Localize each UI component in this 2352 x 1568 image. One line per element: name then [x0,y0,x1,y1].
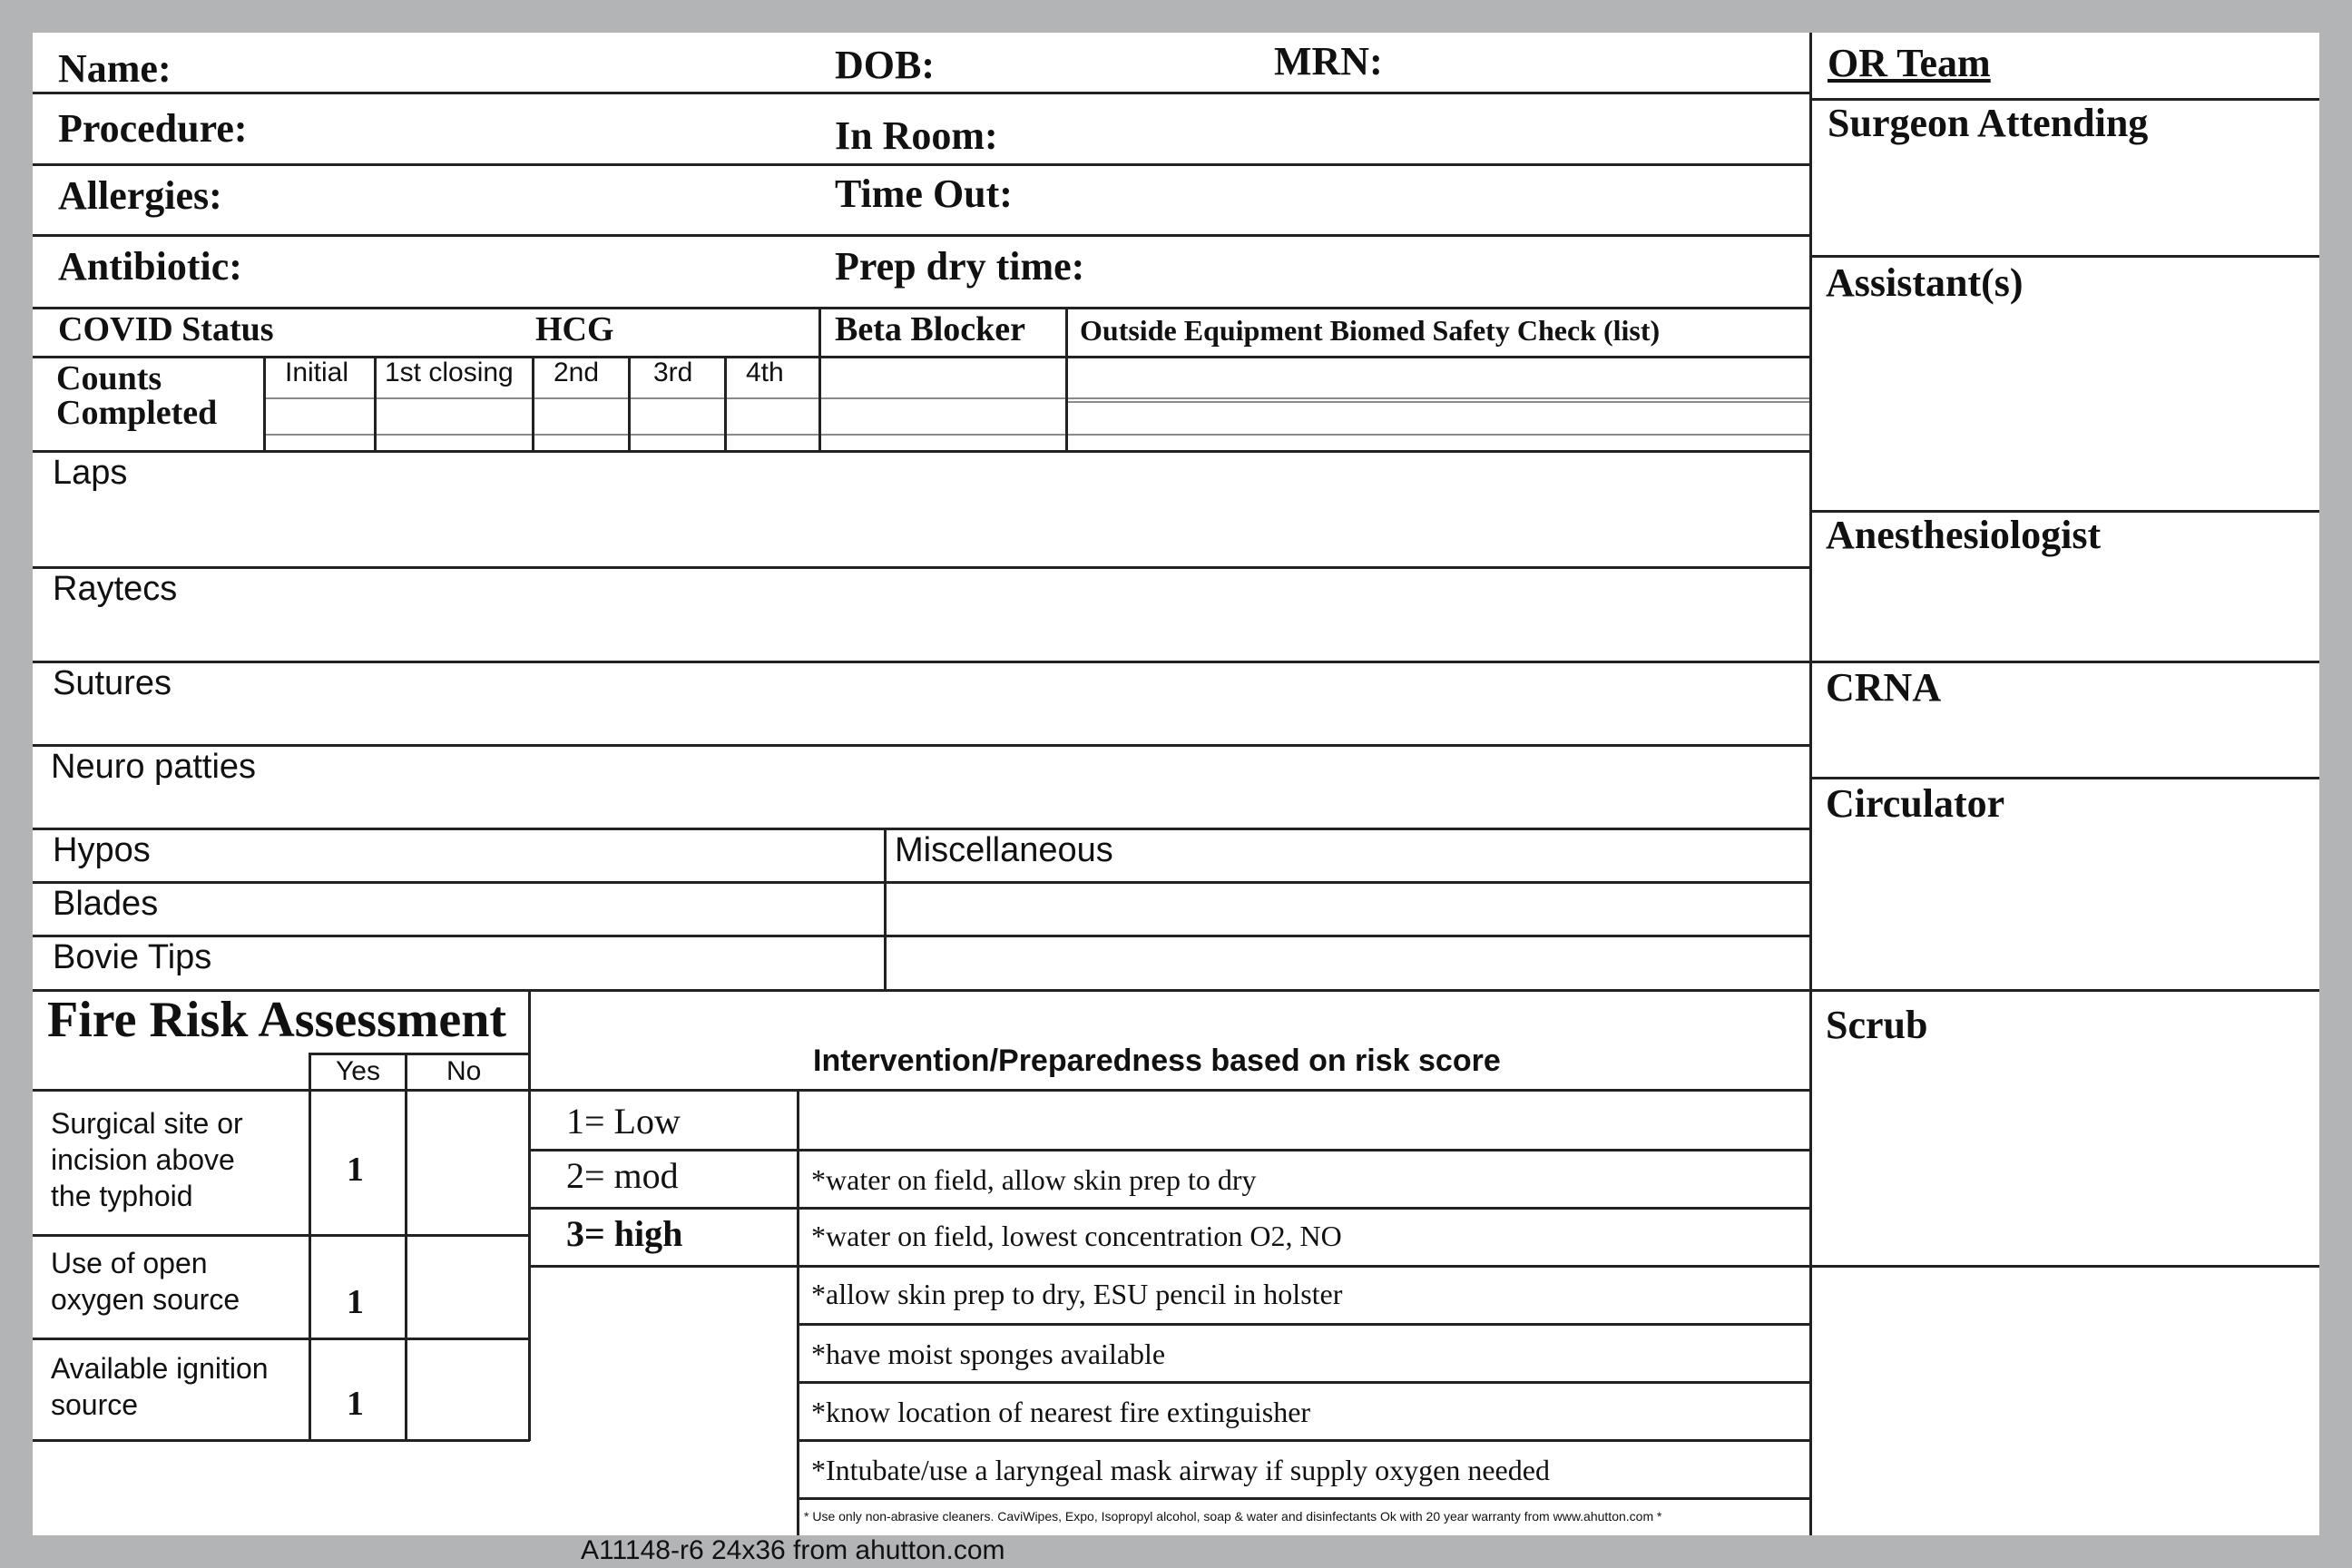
divider [1811,1265,2319,1268]
divider [33,744,1811,747]
outside-equipment-label: Outside Equipment Biomed Safety Check (list) [1080,314,1661,347]
role-crna: CRNA [1826,665,1942,710]
count-col-initial: Initial [285,358,349,387]
divider [530,1149,1811,1152]
miscellaneous-label: Miscellaneous [895,831,1113,869]
name-label: Name: [58,46,172,91]
role-surgeon-attending: Surgeon Attending [1828,101,2149,145]
divider [309,1053,530,1055]
risk-row-2-score: 1 [347,1283,364,1321]
divider [1811,777,2319,779]
hcg-label: HCG [535,310,614,348]
divider [263,434,1811,436]
divider [1067,401,1811,403]
intervention-item: *water on field, lowest concentration O2, NO [811,1220,1342,1252]
divider [797,1089,799,1535]
risk-row-2-line1: Use of open [51,1247,208,1279]
dob-label: DOB: [835,43,935,87]
completed-label: Completed [56,394,218,432]
divider [1811,255,2319,258]
intervention-item: *know location of nearest fire extinguisher [811,1396,1311,1428]
divider [530,1265,1811,1268]
divider [33,450,1811,453]
covid-status-label: COVID Status [58,310,274,348]
allergies-label: Allergies: [58,173,222,218]
in-room-label: In Room: [835,113,998,158]
risk-row-2-line2: oxygen source [51,1283,240,1316]
divider [818,307,821,450]
prep-dry-time-label: Prep dry time: [835,244,1085,289]
divider [1811,661,2319,663]
risk-row-3-line1: Available ignition [51,1352,269,1385]
procedure-label: Procedure: [58,106,248,151]
intervention-header: Intervention/Preparedness based on risk score [813,1044,1501,1078]
divider [309,1053,311,1441]
divider [884,828,887,989]
risk-row-1-line3: the typhoid [51,1180,193,1212]
divider [33,661,1811,663]
intervention-item: *have moist sponges available [811,1338,1166,1370]
risk-row-1-line2: incision above [51,1143,235,1176]
divider [374,356,377,450]
risk-row-3-score: 1 [347,1385,364,1423]
divider [33,1439,530,1442]
risk-row-1-line1: Surgical site or [51,1107,243,1140]
role-scrub: Scrub [1826,1003,1928,1047]
intervention-item: *water on field, allow skin prep to dry [811,1163,1257,1196]
divider [1811,989,2319,992]
yes-label: Yes [336,1056,380,1086]
intervention-item: *allow skin prep to dry, ESU pencil in holster [811,1278,1343,1310]
risk-level-mod: 2= mod [566,1155,679,1196]
count-col-3rd: 3rd [653,358,693,387]
cleaning-disclaimer: * Use only non-abrasive cleaners. CaviWipes, Expo, Isopropyl alcohol, soap & water and disinfectants Ok with 20 year warranty from www.ahutton.com * [804,1509,1662,1524]
bovie-tips-label: Bovie Tips [53,938,212,976]
risk-level-high: 3= high [566,1213,683,1254]
divider [405,1053,407,1441]
divider [33,234,1811,237]
beta-blocker-label: Beta Blocker [835,310,1026,348]
divider [1809,33,1812,1535]
fire-risk-title: Fire Risk Assessment [47,992,507,1048]
divider [799,1381,1811,1384]
divider [724,356,727,450]
divider [532,356,534,450]
laps-label: Laps [53,454,128,492]
neuro-patties-label: Neuro patties [51,748,257,786]
divider [528,989,531,1441]
divider [33,1234,530,1237]
mrn-label: MRN: [1274,39,1383,83]
time-out-label: Time Out: [835,172,1013,216]
footer-product-code: A11148-r6 24x36 from ahutton.com [581,1535,1005,1565]
count-col-4th: 4th [746,358,784,387]
divider [33,1338,530,1340]
role-circulator: Circulator [1826,781,2005,826]
intervention-item: *Intubate/use a laryngeal mask airway if supply oxygen needed [811,1454,1550,1486]
divider [33,828,1811,830]
blades-label: Blades [53,885,159,923]
divider [530,1207,1811,1210]
divider [33,163,1811,166]
role-anesthesiologist: Anesthesiologist [1826,513,2102,557]
divider [1065,307,1068,450]
risk-level-low: 1= Low [566,1101,681,1142]
divider [263,397,1811,399]
or-team-title: OR Team [1828,41,1991,85]
divider [33,566,1811,569]
divider [799,1497,1811,1500]
whiteboard [33,33,2319,1535]
count-col-1st-closing: 1st closing [385,358,514,387]
sutures-label: Sutures [53,664,172,702]
divider [33,307,1811,309]
divider [628,356,631,450]
divider [799,1439,1811,1442]
no-label: No [446,1056,482,1086]
counts-label: Counts [56,359,162,397]
divider [799,1323,1811,1326]
divider [33,1089,1811,1092]
raytecs-label: Raytecs [53,570,178,608]
hypos-label: Hypos [53,831,151,869]
risk-row-3-line2: source [51,1388,139,1421]
antibiotic-label: Antibiotic: [58,244,242,289]
role-assistants: Assistant(s) [1826,260,2024,305]
divider [33,92,1811,94]
risk-row-1-score: 1 [347,1151,364,1189]
divider [33,881,1811,884]
divider [263,356,266,450]
divider [33,935,1811,937]
count-col-2nd: 2nd [554,358,600,387]
